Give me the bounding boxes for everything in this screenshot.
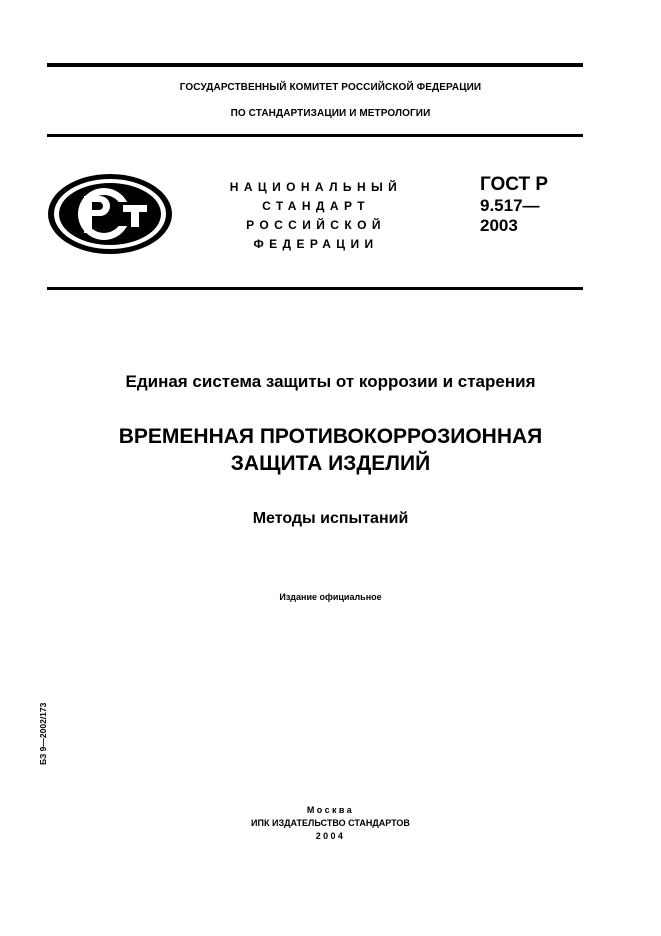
gost-number bbox=[480, 196, 570, 236]
committee-header: ГОСУДАРСТВЕННЫЙ КОМИТЕТ РОССИЙСКОЙ ФЕДЕРАЦИИ bbox=[179, 82, 482, 93]
national-standard-line-2: СТАНДАРТ bbox=[262, 199, 370, 213]
top-rule bbox=[47, 63, 583, 67]
document-title-line-2: ЗАЩИТА ИЗДЕЛИЙ bbox=[230, 452, 431, 475]
publisher-year: 2004 bbox=[315, 831, 346, 841]
gost-number-line-2: 2003 bbox=[480, 216, 518, 235]
masthead-rule bbox=[47, 287, 583, 290]
department-header: ПО СТАНДАРТИЗАЦИИ И МЕТРОЛОГИИ bbox=[230, 108, 431, 119]
header-rule bbox=[47, 134, 583, 137]
edition-label: Издание официальное bbox=[279, 592, 382, 602]
national-standard-line-4: ФЕДЕРАЦИИ bbox=[253, 237, 379, 251]
publisher-city: Москва bbox=[306, 805, 355, 815]
gost-prefix: ГОСТ Р bbox=[480, 174, 549, 195]
national-standard-line-1: НАЦИОНАЛЬНЫЙ bbox=[229, 180, 403, 194]
side-code: БЗ 9—2002/173 bbox=[38, 702, 48, 765]
document-subtitle: Методы испытаний bbox=[252, 510, 409, 527]
series-title: Единая система защиты от коррозии и старения bbox=[125, 372, 536, 391]
rst-logo-icon bbox=[46, 172, 174, 256]
national-standard-line-3: РОССИЙСКОЙ bbox=[246, 218, 386, 232]
publisher-name: ИПК ИЗДАТЕЛЬСТВО СТАНДАРТОВ bbox=[251, 818, 410, 828]
document-title-line-1: ВРЕМЕННАЯ ПРОТИВОКОРРОЗИОННАЯ bbox=[118, 425, 543, 448]
national-standard-label bbox=[196, 178, 436, 254]
gost-number-line-1: 9.517— bbox=[480, 196, 540, 215]
document-title bbox=[0, 423, 661, 477]
